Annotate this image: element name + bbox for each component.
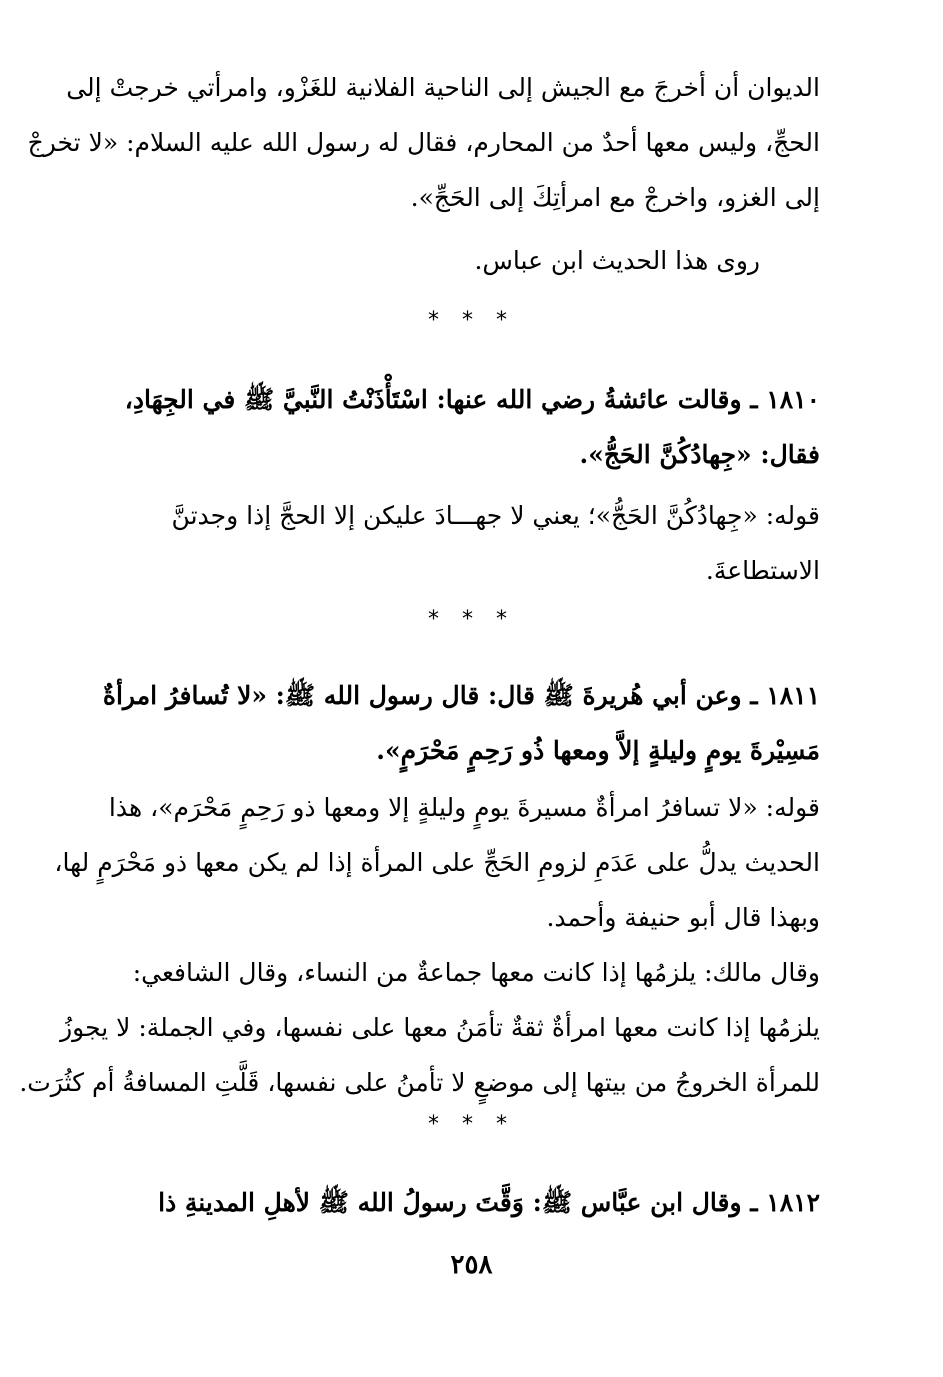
section-separator: * * * (428, 308, 515, 333)
text-line: الحديث يدلُّ على عَدَمِ لزومِ الحَجِّ على المرأة إذا لم يكن معها ذو مَحْرَمٍ لها، (54, 848, 820, 877)
text-line: وقال مالك: يلزمُها إذا كانت معها جماعةٌ من النساء، وقال الشافعي: (132, 958, 820, 987)
text-line: فقال: «جِهادُكُنَّ الحَجُّ». (579, 440, 820, 469)
text-line: ١٨١٢ ـ وقال ابن عبَّاس ﷺ: وَقَّتَ رسولُ الله ﷺ لأهلِ المدينةِ ذا (158, 1188, 820, 1217)
hadith-1810 (108, 372, 820, 482)
text-line: قوله: «لا تسافرُ امرأةٌ مسيرةَ يومٍ وليلةٍ إلا ومعها ذو رَحِمٍ مَحْرَم»، هذا (108, 793, 820, 822)
text-line: مَسِيْرةَ يومٍ وليلةٍ إلاَّ ومعها ذُو رَحِمٍ مَحْرَمٍ». (376, 736, 820, 765)
text-line: ١٨١١ ـ وعن أبي هُريرةَ ﷺ قال: قال رسول الله ﷺ: «لا تُسافرُ امرأةٌ (102, 681, 820, 710)
hadith-1811 (102, 668, 820, 778)
page-number: ٢٥٨ (450, 1250, 493, 1280)
text-line: الديوان أن أخرجَ مع الجيش إلى الناحية الفلانية للغَزْو، وامرأتي خرجتْ إلى (66, 73, 820, 102)
text-line: للمرأة الخروجُ من بيتها إلى موضعٍ لا تأمنُ على نفسها، قَلَّتِ المسافةُ أم كثُرَت. (19, 1068, 820, 1097)
paragraph-continuation (27, 60, 820, 225)
text-line: إلى الغزو، واخرجْ مع امرأتِكَ إلى الحَجِّ». (410, 183, 820, 212)
commentary-1810 (108, 488, 820, 598)
text-line: الاستطاعةَ. (705, 556, 820, 585)
section-separator: * * * (428, 607, 515, 632)
hadith-source-note (108, 233, 820, 288)
text-line: الحجِّ، وليس معها أحدٌ من المحارم، فقال له رسول الله عليه السلام: «لا تخرجْ (27, 128, 820, 157)
text-line: روى هذا الحديث ابن عباس. (474, 246, 760, 275)
text-line: وبهذا قال أبو حنيفة وأحمد. (546, 903, 820, 932)
text-line: يلزمُها إذا كانت معها امرأةٌ ثقةٌ تأمَنُ معها على نفسها، وفي الجملة: لا يجوزُ (60, 1013, 820, 1042)
section-separator: * * * (428, 1112, 515, 1137)
commentary-1811 (54, 780, 820, 945)
text-line: ١٨١٠ ـ وقالت عائشةُ رضي الله عنها: اسْتَأْذَنْتُ النَّبيَّ ﷺ في الجِهَادِ، (124, 385, 820, 414)
text-line: قوله: «جِهادُكُنَّ الحَجُّ»؛ يعني لا جهـــادَ عليكن إلا الحجَّ إذا وجدتنَّ (171, 501, 820, 530)
commentary-1811-continued (19, 945, 820, 1110)
hadith-1812 (108, 1175, 820, 1230)
